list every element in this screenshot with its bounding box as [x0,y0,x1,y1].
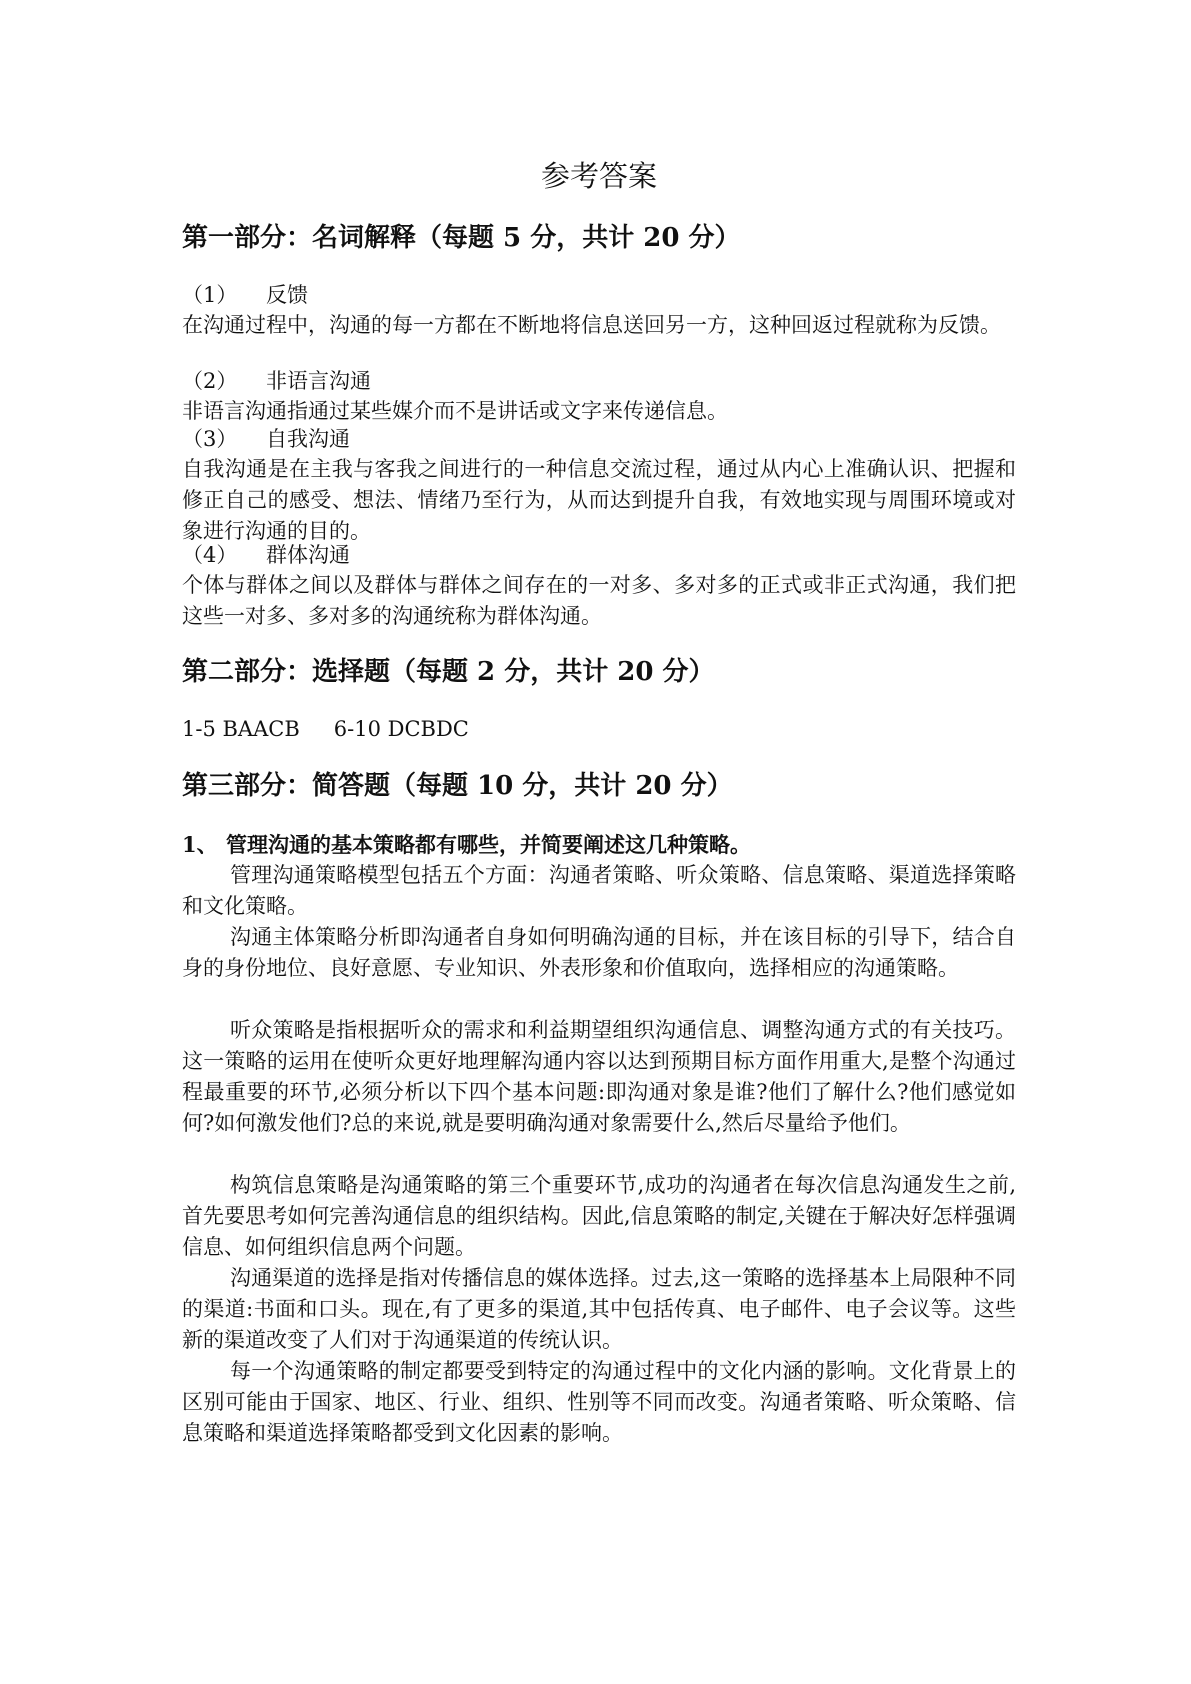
answers-6-10: 6-10 DCBDC [333,717,469,741]
term-title: 群体沟通 [266,543,350,567]
part1-heading: 第一部分：名词解释（每题 5 分，共计 20 分） [182,223,741,253]
term-heading [182,424,350,454]
term-title: 反馈 [266,283,308,307]
part2-heading: 第二部分：选择题（每题 2 分，共计 20 分） [182,657,715,687]
page-title: 参考答案 [540,159,657,193]
question-heading [182,830,751,860]
term-number: （4） [182,543,238,567]
answer-paragraph: 沟通主体策略分析即沟通者自身如何明确沟通的目标，并在该目标的引导下，结合自身的身份地位、良好意愿、专业知识、外表形象和价值取向，选择相应的沟通策略。 [182,925,1016,980]
term-number: （1） [182,283,238,307]
choice-answers [182,714,469,744]
answer-paragraph: 管理沟通策略模型包括五个方面：沟通者策略、听众策略、信息策略、渠道选择策略和文化策略。 [182,863,1016,918]
term-heading [182,540,350,570]
answer-paragraph: 沟通渠道的选择是指对传播信息的媒体选择。过去,这一策略的选择基本上局限种不同的渠道:书面和口头。现在,有了更多的渠道,其中包括传真、电子邮件、电子会议等。这些新的渠道改变了人们对于沟通渠道的传统认识。 [182,1266,1016,1352]
term-number: （3） [182,427,238,451]
term-title: 自我沟通 [266,427,350,451]
question-text: 管理沟通的基本策略都有哪些，并简要阐述这几种策略。 [226,832,751,857]
term-definition: 在沟通过程中，沟通的每一方都在不断地将信息送回另一方，这种回返过程就称为反馈。 [182,313,1001,337]
term-heading [182,280,308,310]
term-definition: 自我沟通是在主我与客我之间进行的一种信息交流过程，通过从内心上准确认识、把握和修正自己的感受、想法、情绪乃至行为，从而达到提升自我，有效地实现与周围环境或对象进行沟通的目的。 [182,457,1016,543]
term-heading [182,366,371,396]
answer-paragraph: 每一个沟通策略的制定都要受到特定的沟通过程中的文化内涵的影响。文化背景上的区别可能由于国家、地区、行业、组织、性别等不同而改变。沟通者策略、听众策略、信息策略和渠道选择策略都受到文化因素的影响。 [182,1359,1016,1445]
term-number: （2） [182,369,238,393]
answer-paragraph: 听众策略是指根据听众的需求和利益期望组织沟通信息、调整沟通方式的有关技巧。这一策略的运用在使听众更好地理解沟通内容以达到预期目标方面作用重大,是整个沟通过程最重要的环节,必须分析以下四个基本问题:即沟通对象是谁?他们了解什么?他们感觉如何?如何激发他们?总的来说,就是要明确沟通对象需要什么,然后尽量给予他们。 [182,1018,1016,1135]
part3-heading: 第三部分：简答题（每题 10 分，共计 20 分） [182,771,733,801]
term-definition: 非语言沟通指通过某些媒介而不是讲话或文字来传递信息。 [182,399,728,423]
term-title: 非语言沟通 [266,369,371,393]
answer-paragraph: 构筑信息策略是沟通策略的第三个重要环节,成功的沟通者在每次信息沟通发生之前,首先要思考如何完善沟通信息的组织结构。因此,信息策略的制定,关键在于解决好怎样强调信息、如何组织信息两个问题。 [182,1173,1016,1259]
term-definition: 个体与群体之间以及群体与群体之间存在的一对多、多对多的正式或非正式沟通，我们把这些一对多、多对多的沟通统称为群体沟通。 [182,573,1016,628]
answers-1-5: 1-5 BAACB [182,717,300,741]
question-number: 1、 [182,832,218,857]
